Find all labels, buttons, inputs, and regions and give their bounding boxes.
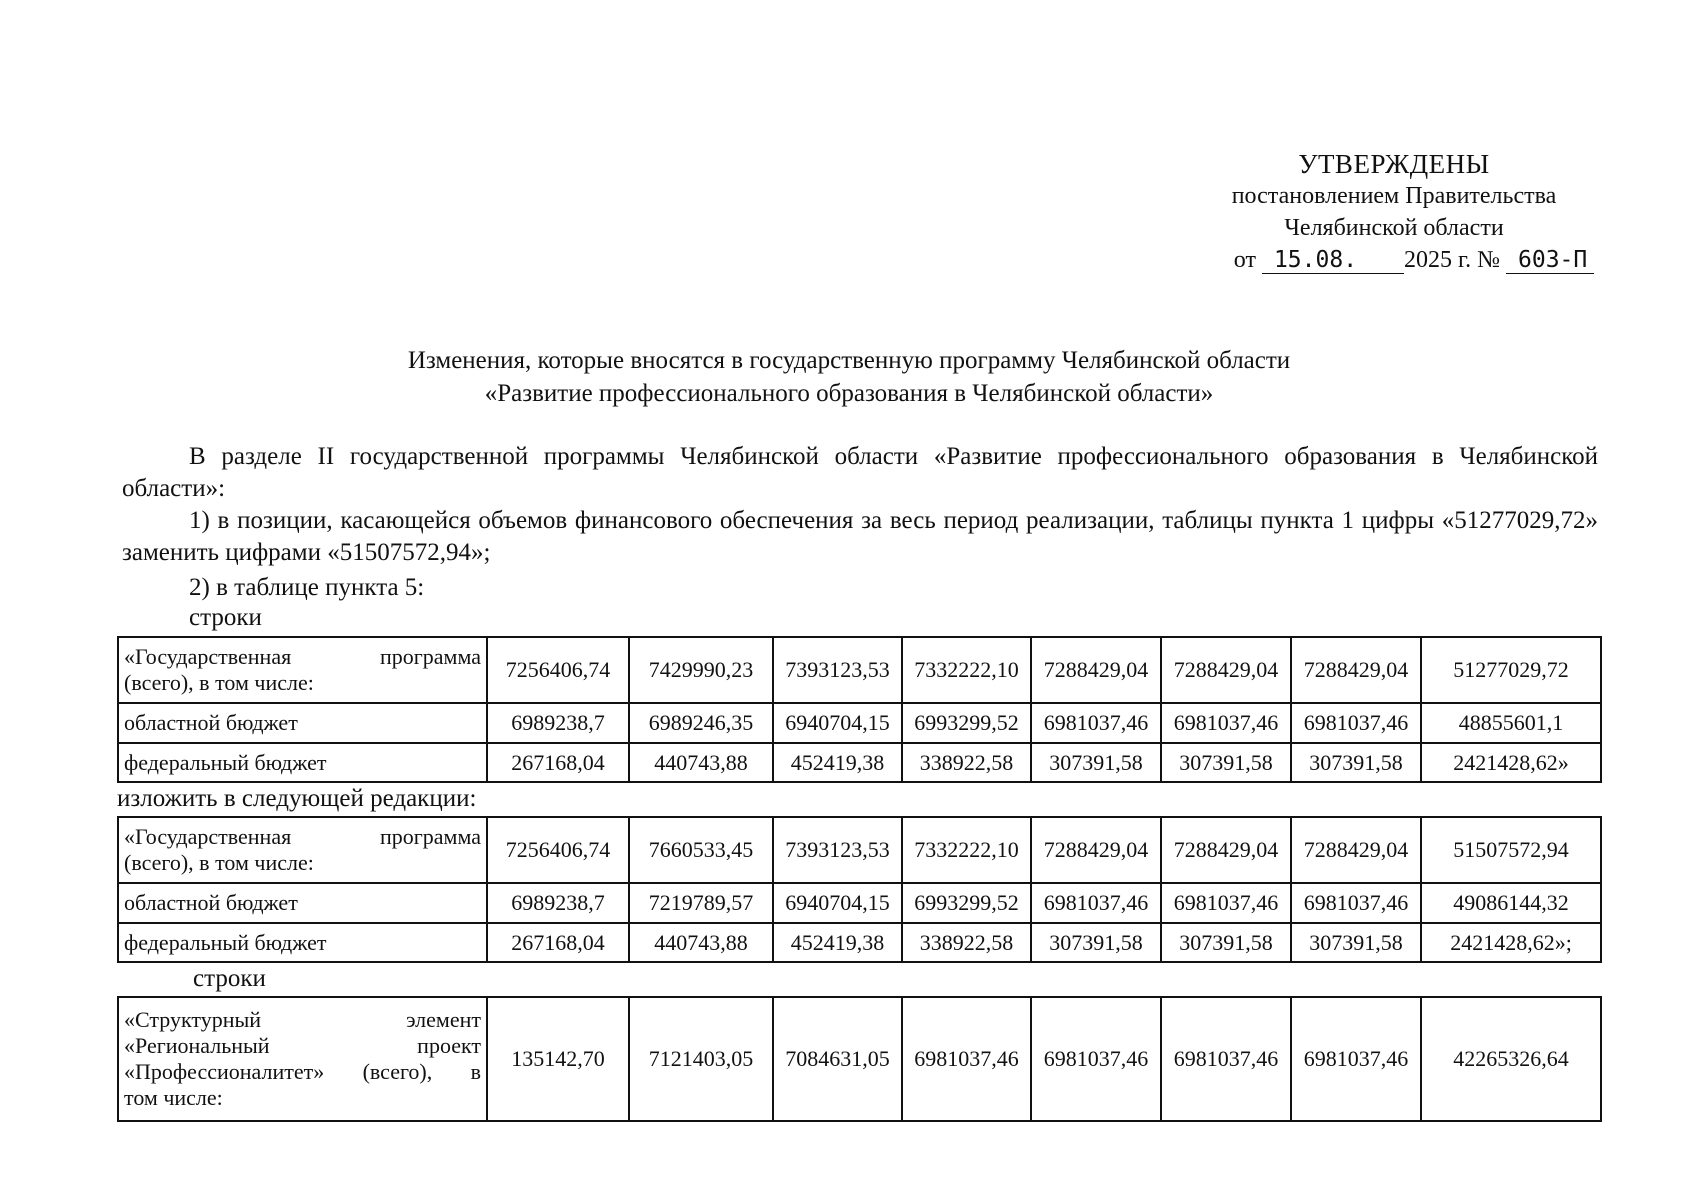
- table-row: [118, 997, 1601, 1121]
- approval-date: 15.08.: [1262, 247, 1404, 274]
- row-label: «Государственная программа (всего), в том числе:: [118, 817, 487, 883]
- table-cell: 6989238,7: [487, 703, 629, 743]
- approval-year: 2025 г. №: [1403, 247, 1500, 273]
- table-cell: 6981037,46: [1161, 997, 1291, 1121]
- table-cell: 452419,38: [773, 923, 902, 962]
- table-cell: 7288429,04: [1031, 817, 1161, 883]
- table-row: [118, 743, 1601, 782]
- row-label: областной бюджет: [118, 703, 487, 743]
- table-old-rows: [117, 636, 1602, 783]
- title-line-1: Изменения, которые вносятся в государственную программу Челябинской области: [407, 347, 1291, 374]
- table-cell: 6940704,15: [773, 703, 902, 743]
- table-cell: 440743,88: [629, 923, 773, 962]
- table-third: [117, 996, 1602, 1122]
- rows-label-2: строки: [193, 965, 266, 992]
- document-title: [0, 344, 1698, 410]
- table-cell: 6981037,46: [902, 997, 1031, 1121]
- table-cell: 307391,58: [1031, 923, 1161, 962]
- table-cell: 6993299,52: [902, 883, 1031, 923]
- table-cell: 7288429,04: [1031, 637, 1161, 703]
- table-cell: 48855601,1: [1421, 703, 1601, 743]
- table-cell: 7219789,57: [629, 883, 773, 923]
- table-cell: 6993299,52: [902, 703, 1031, 743]
- table-row: [118, 703, 1601, 743]
- table-cell: 7084631,05: [773, 997, 902, 1121]
- table-cell: 307391,58: [1161, 743, 1291, 782]
- table-cell: 307391,58: [1161, 923, 1291, 962]
- table-cell: 7332222,10: [902, 817, 1031, 883]
- approval-dateline: [1194, 244, 1594, 276]
- approval-number: 603-П: [1506, 247, 1594, 274]
- table-cell: 2421428,62»;: [1421, 923, 1601, 962]
- row-label: «Государственная программа (всего), в том числе:: [118, 637, 487, 703]
- table-cell: 6981037,46: [1031, 997, 1161, 1121]
- table-cell: 7256406,74: [487, 637, 629, 703]
- table-row: [118, 923, 1601, 962]
- row-label: областной бюджет: [118, 883, 487, 923]
- approval-block: [1194, 148, 1594, 276]
- table-cell: 338922,58: [902, 923, 1031, 962]
- table-row: [118, 883, 1601, 923]
- table-cell: 307391,58: [1291, 743, 1421, 782]
- approval-from: от: [1233, 247, 1256, 273]
- rows-label: строки: [189, 604, 262, 631]
- table-cell: 7660533,45: [629, 817, 773, 883]
- table-row: [118, 637, 1601, 703]
- table-cell: 7288429,04: [1291, 637, 1421, 703]
- table-cell: 6989246,35: [629, 703, 773, 743]
- table-row: [118, 817, 1601, 883]
- table-cell: 267168,04: [487, 923, 629, 962]
- table-cell: 7332222,10: [902, 637, 1031, 703]
- table-cell: 440743,88: [629, 743, 773, 782]
- table-cell: 7256406,74: [487, 817, 629, 883]
- table-new-rows: [117, 816, 1602, 963]
- table-cell: 267168,04: [487, 743, 629, 782]
- table-cell: 6981037,46: [1291, 997, 1421, 1121]
- table-cell: 6981037,46: [1031, 883, 1161, 923]
- approval-line-2: Челябинской области: [1284, 215, 1504, 241]
- table-cell: 7288429,04: [1291, 817, 1421, 883]
- table-cell: 7121403,05: [629, 997, 773, 1121]
- title-line-2: «Развитие профессионального образования в Челябинской области»: [484, 380, 1214, 407]
- row-label: федеральный бюджет: [118, 743, 487, 782]
- approval-heading: УТВЕРЖДЕНЫ: [1298, 149, 1490, 179]
- table-cell: 7429990,23: [629, 637, 773, 703]
- table-cell: 51507572,94: [1421, 817, 1601, 883]
- table-cell: 7288429,04: [1161, 637, 1291, 703]
- table-cell: 6981037,46: [1291, 703, 1421, 743]
- intro-paragraph: В разделе II государственной программы Челябинской области «Развитие профессионального образования в Челябинской области»:: [122, 443, 1598, 502]
- item-2-paragraph: 2) в таблице пункта 5:: [189, 574, 425, 601]
- table-cell: 7393123,53: [773, 817, 902, 883]
- table-cell: 51277029,72: [1421, 637, 1601, 703]
- table-cell: 7288429,04: [1161, 817, 1291, 883]
- table-cell: 7393123,53: [773, 637, 902, 703]
- table-cell: 135142,70: [487, 997, 629, 1121]
- table-cell: 338922,58: [902, 743, 1031, 782]
- table-cell: 2421428,62»: [1421, 743, 1601, 782]
- table-cell: 6940704,15: [773, 883, 902, 923]
- table-cell: 6981037,46: [1291, 883, 1421, 923]
- approval-line-1: постановлением Правительства: [1231, 183, 1557, 209]
- table-cell: 6989238,7: [487, 883, 629, 923]
- row-label: «Структурный элемент «Региональный проект «Профессионалитет» (всего), в том числе:: [118, 997, 487, 1121]
- table-cell: 307391,58: [1291, 923, 1421, 962]
- table-cell: 42265326,64: [1421, 997, 1601, 1121]
- row-label: федеральный бюджет: [118, 923, 487, 962]
- table-cell: 307391,58: [1031, 743, 1161, 782]
- table-cell: 49086144,32: [1421, 883, 1601, 923]
- table-cell: 6981037,46: [1031, 703, 1161, 743]
- table-cell: 6981037,46: [1161, 703, 1291, 743]
- table-cell: 452419,38: [773, 743, 902, 782]
- replace-label: изложить в следующей редакции:: [117, 785, 477, 812]
- item-1-paragraph: 1) в позиции, касающейся объемов финансового обеспечения за весь период реализации, таблицы пункта 1 цифры «51277029,72» заменить цифрами «51507572,94»;: [122, 507, 1598, 566]
- table-cell: 6981037,46: [1161, 883, 1291, 923]
